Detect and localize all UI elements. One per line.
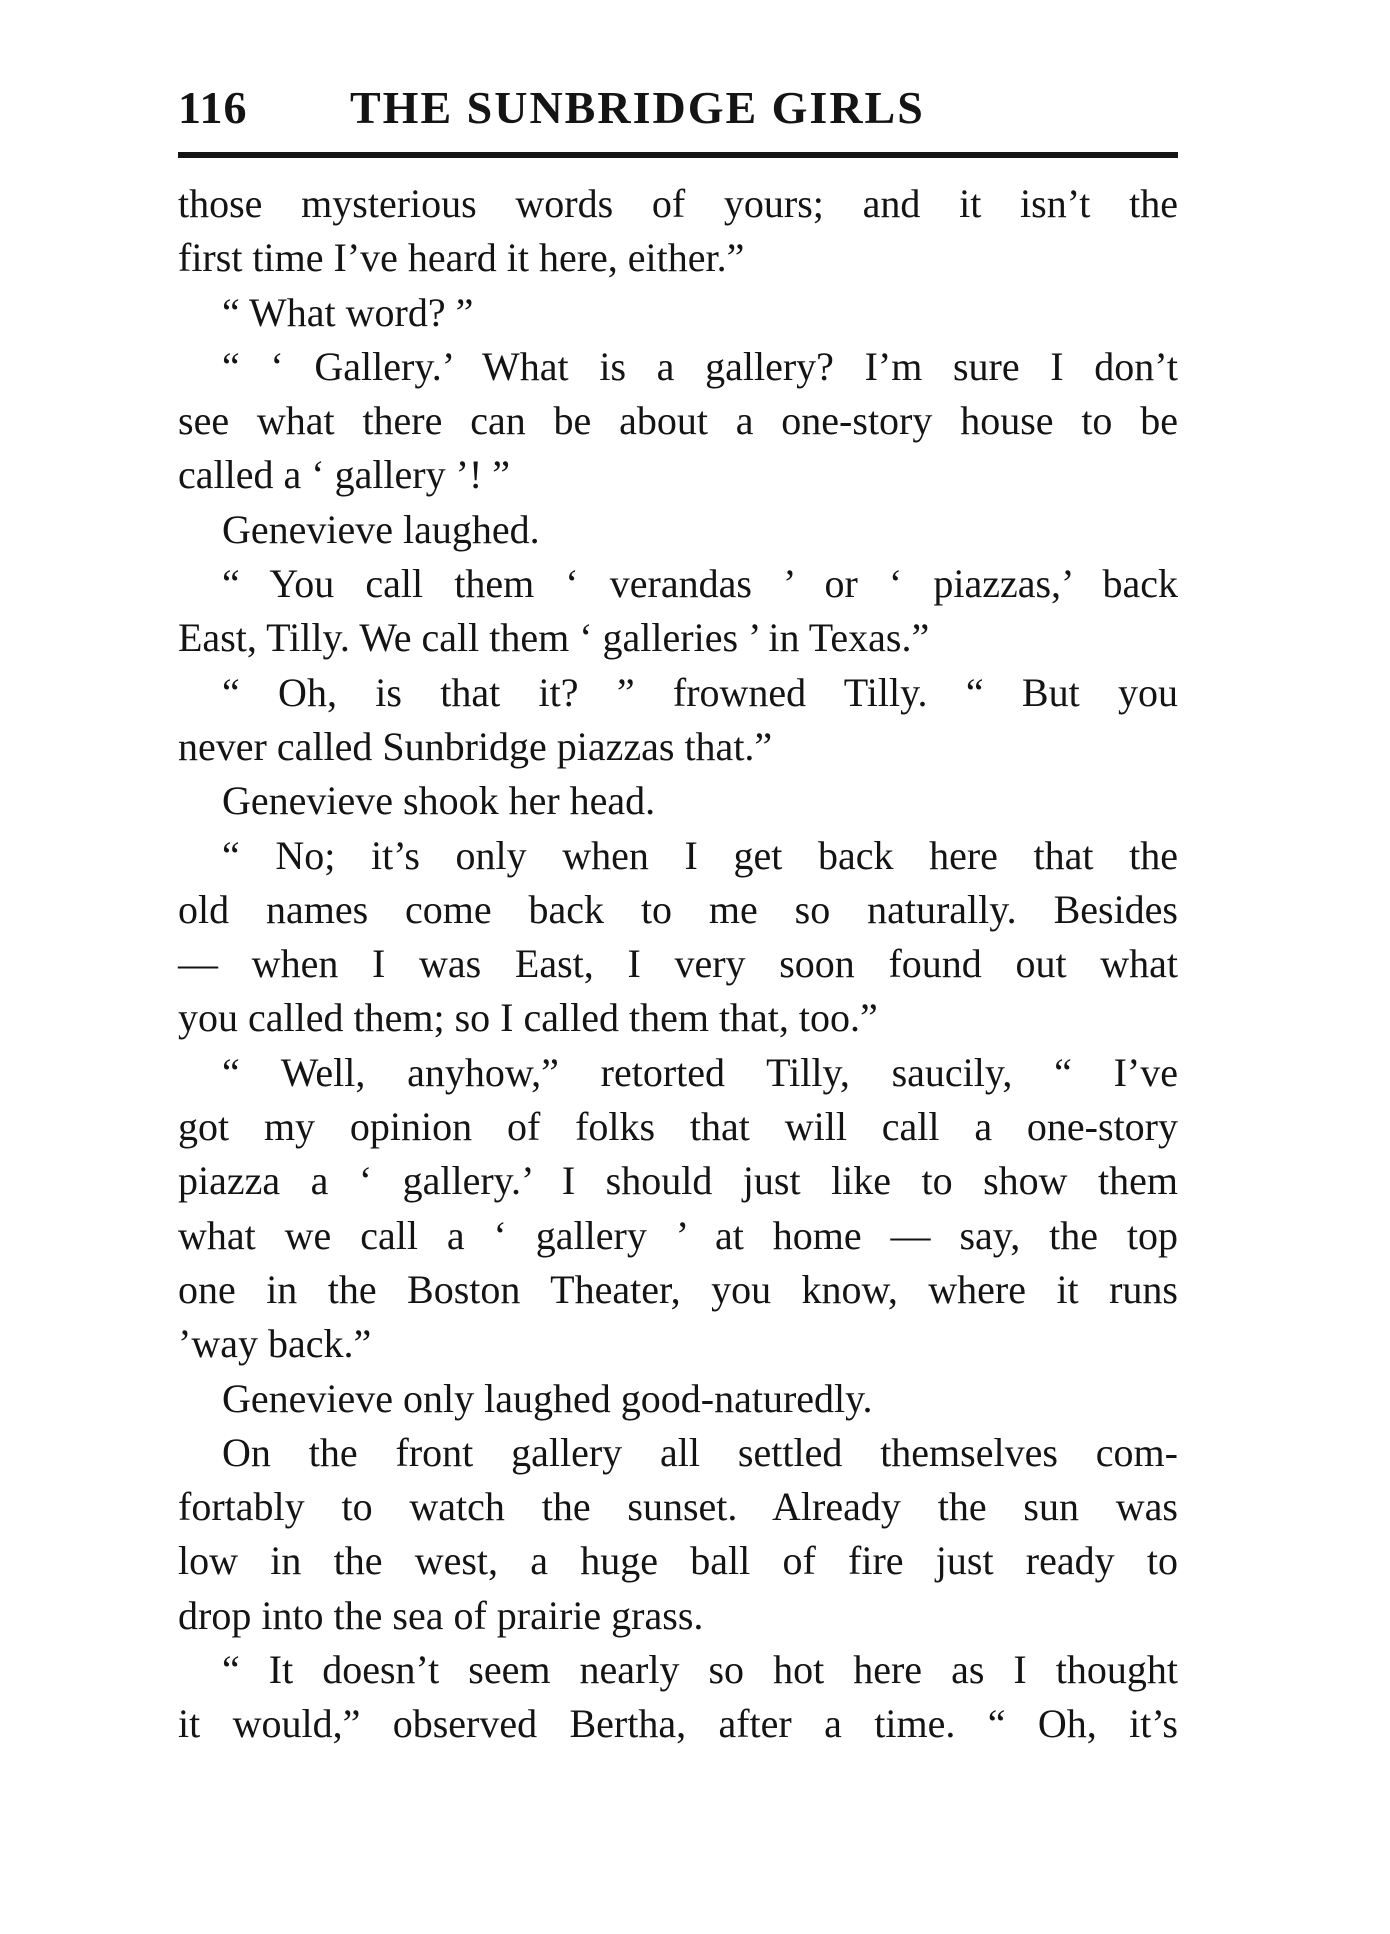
running-title: THE SUNBRIDGE GIRLS bbox=[350, 82, 925, 133]
page-number: 116 bbox=[178, 82, 248, 133]
text-line: old names come back to me so naturally. Besides bbox=[178, 886, 1178, 932]
text-line: got my opinion of folks that will call a one-story bbox=[178, 1104, 1178, 1150]
text-line: Genevieve laughed. bbox=[222, 506, 540, 552]
header-rule bbox=[178, 152, 1178, 158]
text-line: piazza a ‘ gallery.’ I should just like to show them bbox=[178, 1158, 1178, 1204]
text-line: “ ‘ Gallery.’ What is a gallery? I’m sure I don’t bbox=[222, 343, 1178, 389]
text-line: low in the west, a huge ball of fire just ready to bbox=[178, 1538, 1178, 1584]
text-line: what we call a ‘ gallery ’ at home — say, the top bbox=[178, 1212, 1178, 1258]
text-line: fortably to watch the sunset. Already the sun was bbox=[178, 1484, 1178, 1530]
text-line: — when I was East, I very soon found out what bbox=[178, 941, 1178, 987]
text-line: those mysterious words of yours; and it isn’t the bbox=[178, 181, 1178, 226]
text-line: “ No; it’s only when I get back here that the bbox=[222, 832, 1178, 878]
text-line: On the front gallery all settled themselves com- bbox=[222, 1429, 1178, 1475]
text-line: drop into the sea of prairie grass. bbox=[178, 1592, 704, 1638]
text-line: “ It doesn’t seem nearly so hot here as I thought bbox=[222, 1647, 1178, 1693]
text-line: “ Oh, is that it? ” frowned Tilly. “ But you bbox=[222, 669, 1178, 715]
body-text bbox=[178, 177, 1178, 1752]
text-line: first time I’ve heard it here, either.” bbox=[178, 235, 745, 281]
text-line: called a ‘ gallery ’! ” bbox=[178, 452, 511, 498]
text-line: “ What word? ” bbox=[222, 289, 474, 335]
text-line: it would,” observed Bertha, after a time. “ Oh, it’s bbox=[178, 1701, 1178, 1747]
text-line: ’way back.” bbox=[178, 1321, 372, 1367]
text-line: Genevieve shook her head. bbox=[222, 778, 656, 824]
text-line: East, Tilly. We call them ‘ galleries ’ in Texas.” bbox=[178, 615, 930, 661]
text-line: see what there can be about a one-story house to be bbox=[178, 398, 1178, 444]
text-line: Genevieve only laughed good-naturedly. bbox=[222, 1375, 873, 1421]
text-line: “ Well, anyhow,” retorted Tilly, saucily, “ I’ve bbox=[222, 1049, 1178, 1095]
text-line: “ You call them ‘ verandas ’ or ‘ piazzas,’ back bbox=[222, 561, 1178, 607]
text-line: never called Sunbridge piazzas that.” bbox=[178, 723, 773, 769]
text-line: one in the Boston Theater, you know, where it runs bbox=[178, 1266, 1178, 1312]
page-header bbox=[178, 78, 1178, 138]
text-line: you called them; so I called them that, too.” bbox=[178, 995, 878, 1041]
